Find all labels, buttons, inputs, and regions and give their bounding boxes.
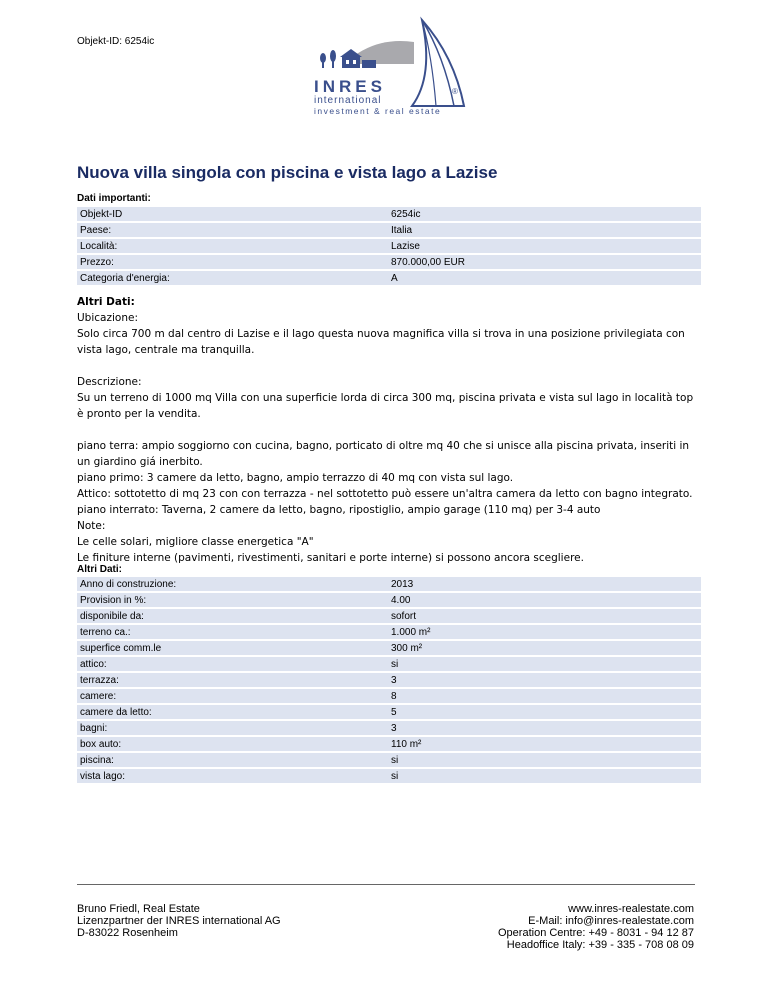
table-row [77, 721, 701, 735]
row-value: 110 m² [388, 737, 701, 751]
logo-tagline: investment & real estate [314, 106, 442, 116]
row-value: 5 [388, 705, 701, 719]
table-row [77, 271, 701, 285]
row-value: si [388, 657, 701, 671]
table-row [77, 625, 701, 639]
other-table-heading: Altri Dati: [77, 564, 122, 575]
row-value: sofort [388, 609, 701, 623]
row-value: 2013 [388, 577, 701, 591]
floor-line: piano terra: ampio soggiorno con cucina, bagno, porticato di oltre mq 40 che si unisce alla piscina privata, inseriti in un giardino giá inerbito. [77, 440, 690, 468]
inres-logo [304, 16, 484, 120]
floor-line: piano primo: 3 camere da letto, bagno, ampio terrazzo di 40 mq con vista sul lago. [77, 472, 514, 484]
row-key: disponibile da: [77, 609, 388, 623]
row-key: Paese: [77, 223, 388, 237]
row-value: 3 [388, 721, 701, 735]
row-key: bagni: [77, 721, 388, 735]
row-key: vista lago: [77, 769, 388, 783]
row-key: Provision in %: [77, 593, 388, 607]
footer-phone-italy: Headoffice Italy: +39 - 335 - 708 08 09 [506, 939, 694, 951]
row-value: A [388, 271, 701, 285]
row-key: box auto: [77, 737, 388, 751]
table-row [77, 641, 701, 655]
note-line: Le celle solari, migliore classe energetica "A" [77, 536, 314, 548]
floor-line: Attico: sottotetto di mq 23 con con terrazza - nel sottotetto può essere un'altra camera da letto con bagno integrato. [77, 488, 693, 500]
table-row [77, 769, 701, 783]
notes-section [77, 518, 697, 566]
row-key: terrazza: [77, 673, 388, 687]
footer-partner: Lizenzpartner der INRES international AG [77, 915, 281, 927]
row-key: camere da letto: [77, 705, 388, 719]
logo-sub: international [314, 95, 382, 106]
footer-right [498, 903, 694, 951]
row-value: 3 [388, 673, 701, 687]
row-value: Italia [388, 223, 701, 237]
description-label: Descrizione: [77, 376, 142, 388]
table-row [77, 239, 701, 253]
note-line: Le finiture interne (pavimenti, rivestimenti, sanitari e porte interne) si possono ancora scegliere. [77, 552, 584, 564]
row-value: Lazise [388, 239, 701, 253]
logo-brand: INRES [314, 77, 386, 96]
row-key: Objekt-ID [77, 207, 388, 221]
footer-divider [77, 884, 695, 885]
important-table [77, 205, 701, 287]
row-key: superfice comm.le [77, 641, 388, 655]
table-row [77, 705, 701, 719]
description-section [77, 374, 697, 422]
row-key: attico: [77, 657, 388, 671]
table-row [77, 593, 701, 607]
table-row [77, 223, 701, 237]
row-key: camere: [77, 689, 388, 703]
table-row [77, 657, 701, 671]
row-key: Anno di construzione: [77, 577, 388, 591]
footer-website[interactable]: www.inres-realestate.com [568, 903, 694, 915]
floor-line: piano interrato: Taverna, 2 camere da letto, bagno, ripostiglio, ampio garage (110 mq) per 3-4 auto [77, 504, 601, 516]
other-heading: Altri Dati: [77, 296, 135, 308]
row-key: Prezzo: [77, 255, 388, 269]
row-key: Località: [77, 239, 388, 253]
logo-registered: ® [452, 87, 458, 96]
location-text: Solo circa 700 m dal centro di Lazise e il lago questa nuova magnifica villa si trova in una posizione privilegiata con vista lago, centrale ma tranquilla. [77, 328, 685, 356]
row-value: si [388, 769, 701, 783]
row-value: 1.000 m² [388, 625, 701, 639]
row-value: 6254ic [388, 207, 701, 221]
table-row [77, 689, 701, 703]
notes-label: Note: [77, 520, 106, 532]
floors-section [77, 438, 697, 518]
location-section [77, 310, 697, 358]
row-key: Categoria d'energia: [77, 271, 388, 285]
page-title: Nuova villa singola con piscina e vista lago a Lazise [77, 163, 498, 182]
row-key: piscina: [77, 753, 388, 767]
row-value: 300 m² [388, 641, 701, 655]
table-row [77, 609, 701, 623]
table-row [77, 673, 701, 687]
footer-phone-operation: Operation Centre: +49 - 8031 - 94 12 87 [498, 927, 694, 939]
footer-name: Bruno Friedl, Real Estate [77, 903, 200, 915]
row-key: terreno ca.: [77, 625, 388, 639]
row-value: si [388, 753, 701, 767]
table-row [77, 737, 701, 751]
footer-left [77, 903, 281, 939]
table-row [77, 577, 701, 591]
object-id-header: Objekt-ID: 6254ic [77, 36, 155, 47]
row-value: 4.00 [388, 593, 701, 607]
footer-address: D-83022 Rosenheim [77, 927, 178, 939]
footer-email[interactable]: E-Mail: info@inres-realestate.com [528, 915, 694, 927]
table-row [77, 255, 701, 269]
row-value: 8 [388, 689, 701, 703]
table-row [77, 207, 701, 221]
table-row [77, 753, 701, 767]
row-value: 870.000,00 EUR [388, 255, 701, 269]
important-heading: Dati importanti: [77, 193, 151, 204]
other-data-table [77, 575, 701, 785]
description-text: Su un terreno di 1000 mq Villa con una superficie lorda di circa 300 mq, piscina privata e vista sul lago in località top è pronto per la vendita. [77, 392, 694, 420]
location-label: Ubicazione: [77, 312, 138, 324]
